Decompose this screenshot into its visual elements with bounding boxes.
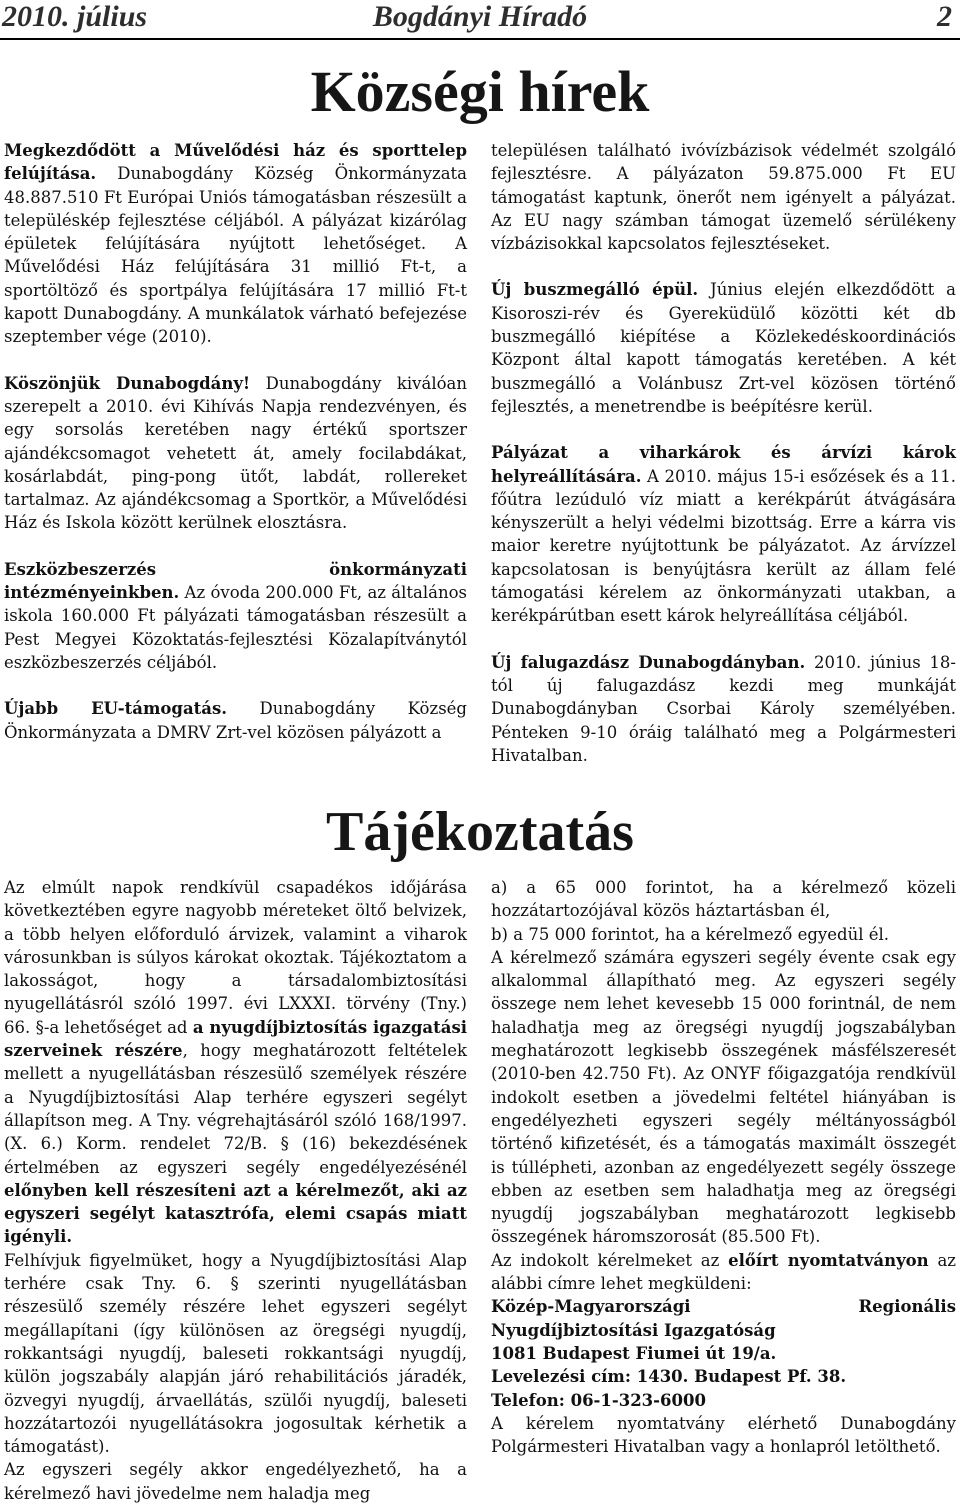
page-number: 2 (937, 0, 952, 33)
article-renovation (4, 139, 467, 349)
section-title-tajekoztatas: Tájékoztatás (326, 801, 634, 863)
mailing-address-text: Levelezési cím: 1430. Budapest Pf. 38. (491, 1367, 847, 1387)
article-body: Dunabogdány kiválóan szerepelt a 2010. évi Kihívás Napja rendezvényen, és egy sorsolás keretében nagy értékű sportszer ajándékcsomagot vehetett át, amely focilabdákat, kosárlabdát, ping-pong ütőt, labdát, rollereket tartalmaz. Az ajándékcsomag a Sportkör, a Művelődési Ház és Iskola között kerülnek elosztásra. (4, 373, 467, 533)
office-name-text: Közép-Magyarországi Regionális Nyugdíjbiztosítási Igazgatóság (491, 1297, 956, 1340)
page-header (0, 0, 960, 40)
newspaper-title: Bogdányi Híradó (372, 0, 588, 33)
info-emphasis: előírt nyomtatványon (728, 1250, 929, 1270)
article-body: Az óvoda 200.000 Ft, az általános iskola 160.000 Ft pályázati támogatásban részesült a Pest Megyei Közoktatás-fejlesztési Közalapítványtól eszközbeszerzés céljából. (4, 583, 467, 672)
info-paragraph (4, 876, 467, 1249)
info-emphasis: a nyugdíjbiztosítás igazgatási szerveinek részére (4, 1017, 467, 1061)
info-text: , hogy meghatározott feltételek mellett a nyugellátásban részesülő személyek részére a Nyugdíjbiztosítási Alap terhére egyszeri segélyt állapítson meg. A Tny. végrehajtásáról szóló 168/1997. (X. 6.) Korm. rendelet 72/B. § (16) bekezdésének értelmében az egyszeri segély engedélyezésénél (4, 1041, 467, 1177)
article-body: 2010. június 18-tól új falugazdász kezdi meg munkáját Dunabogdányban Csorbai Károly személyében. Pénteken 9-10 óráig található meg a Polgármesteri Hivatalban. (491, 652, 956, 765)
income-limit-b: b) a 75 000 forintot, ha a kérelmező egyedül él. (491, 924, 889, 944)
article-storm-damage (491, 441, 956, 627)
office-address-text: 1081 Budapest Fiumei út 19/a. (491, 1343, 777, 1363)
info-text: az alábbi címre lehet megküldeni: (491, 1250, 956, 1294)
info-text: Az indokolt kérelmeket az (491, 1250, 729, 1270)
news-column-right (491, 139, 956, 767)
article-body: településen található ivóvízbázisok védelmét szolgáló fejlesztésre. A pályázaton 59.875.000 Ft EU támogatást kaptunk, önerőt nem igényelt a pályázat. Az EU nagy számban támogat üzemelő sérülékeny vízbázisokkal kapcsolatos fejlesztéseket. (491, 141, 956, 254)
office-name (491, 1295, 956, 1342)
article-heading: Eszközbeszerzés önkormányzati intézményeinkben. (4, 559, 467, 603)
issue-date: 2010. július (2, 0, 148, 33)
info-emphasis: előnyben kell részesíteni azt a kérelmezőt, aki az egyszeri segélyt katasztrófa, elemi csapás miatt igényli. (4, 1180, 467, 1247)
info-text: Az elmúlt napok rendkívül csapadékos időjárása következtében egyre nagyobb méreteket öltő belvizek, a több helyen előforduló árvizek, valamint a viharok városunkban is súlyos károkat okoztak. Tájékoztatom a lakosságot, hogy a társadalombiztosítási nyugellátásról szóló 1997. évi LXXXI. törvény (Tny.) 66. §-a lehetőséget ad (4, 878, 467, 1037)
submission-info (491, 1249, 956, 1296)
article-body: Dunabogdány Község Önkormányzata a DMRV Zrt-vel közösen pályázott a (4, 699, 467, 742)
article-eu-support (4, 697, 467, 744)
article-eu-support-continued (491, 139, 956, 255)
article-body: Dunabogdány Község Önkormányzata 48.887.510 Ft Európai Uniós támogatásban részesült a településkép fejlesztése céljából. A pályázat kizárólag épületek felújítására nyújtott lehetőséget. A Művelődési Ház felújítására 31 millió Ft-t, a sportöltöző és sportpálya felújítására 17 millió Ft-t kapott Dunabogdány. A munkálatok várható befejezése szeptember vége (2010). (4, 164, 467, 347)
article-heading: Pályázat a viharkárok és árvízi károk helyreállítására. (491, 443, 956, 486)
news-column-left (4, 139, 467, 744)
phone-number-text: Telefon: 06-1-323-6000 (491, 1390, 706, 1410)
form-availability: A kérelem nyomtatvány elérhető Dunabogdány Polgármesteri Hivatalban vagy a honlapról letölthető. (491, 1413, 956, 1457)
article-heading: Új falugazdász Dunabogdányban. (491, 652, 806, 672)
info-column-right (491, 876, 956, 1458)
income-limit-a: a) a 65 000 forintot, ha a kérelmező közeli hozzátartozójával közös háztartásban él, (491, 878, 956, 921)
office-address (491, 1342, 956, 1365)
info-paragraph: A kérelmező számára egyszeri segély évente csak egy alkalommal állapítható meg. Az egyszeri segély összege nem lehet kevesebb 15 000 forintnál, de nem haladhatja meg az öregségi nyugdíj jogszabályban meghatározott legkisebb összegének másfélszeresét (2010-ben 42.750 Ft). Az ONYF főigazgatója rendkívül indokolt esetben a jövedelmi feltétel hiányában is engedélyezheti egyszeri segély méltányosságból történő kifizetését, és a támogatás maximált összegét is túllépheti, azonban az engedélyezett segély összege ebben az esetben sem haladhatja meg az öregségi nyugdíj jogszabályban meghatározott legkisebb összegének háromszorosát (85.500 Ft). (491, 947, 956, 1247)
article-bus-stop (491, 278, 956, 418)
info-paragraph: Felhívjuk figyelmüket, hogy a Nyugdíjbiztosítási Alap terhére csak Tny. 6. § szerinti nyugellátásban részesülő személy részére lehet egyszeri segélyt megállapítani (így különösen az öregségi nyugdíj, rokkantsági nyugdíj, baleseti rokkantsági nyugdíj, külön jogszabály alapján járó rehabilitációs járadék, özvegyi nyugdíj, árvaellátás, szülői nyugdíj, baleseti hozzátartozói nyugellátásokra jogosultak kérhetik a támogatást). (4, 1250, 467, 1457)
info-column-left (4, 876, 467, 1505)
article-heading: Megkezdődött a Művelődési ház és sporttelep felújítása. (4, 141, 467, 184)
info-paragraph: Az egyszeri segély akkor engedélyezhető, ha a kérelmező havi jövedelme nem haladja meg (4, 1460, 467, 1503)
article-heading: Újabb EU-támogatás. (4, 699, 227, 719)
article-agriculture-advisor (491, 651, 956, 767)
phone-number (491, 1389, 956, 1412)
section-title-kozsegi-hirek: Községi hírek (310, 59, 650, 124)
article-body: A 2010. május 15-i esőzések és a 11. főútra lezúduló víz miatt a kerékpárút átvágására kényszerült a helyi védelmi bizottság. Erre a kárra vis maior keretre nyújtottunk be pályázatot. Az árvízzel kapcsolatosan is benyújtásra került az állam felé támogatási kérelem az önkormányzati utakban, a kerékpárútban esett károk helyreállítása céljából. (491, 466, 956, 626)
article-thanks (4, 372, 467, 535)
article-heading: Új buszmegálló épül. (491, 280, 699, 300)
mailing-address (491, 1365, 956, 1388)
article-equipment (4, 558, 467, 674)
article-heading: Köszönjük Dunabogdány! (4, 373, 251, 393)
article-body: Június elején elkezdődött a Kisoroszi-rév és Gyereküdülő közötti két db buszmegálló kiépítése a Közlekedéskoordinációs Központ által kapott támogatás keretében. A két buszmegálló a Volánbusz Zrt-vel közösen történő fejlesztés, a menetrendbe is beépítésre kerül. (491, 280, 957, 416)
